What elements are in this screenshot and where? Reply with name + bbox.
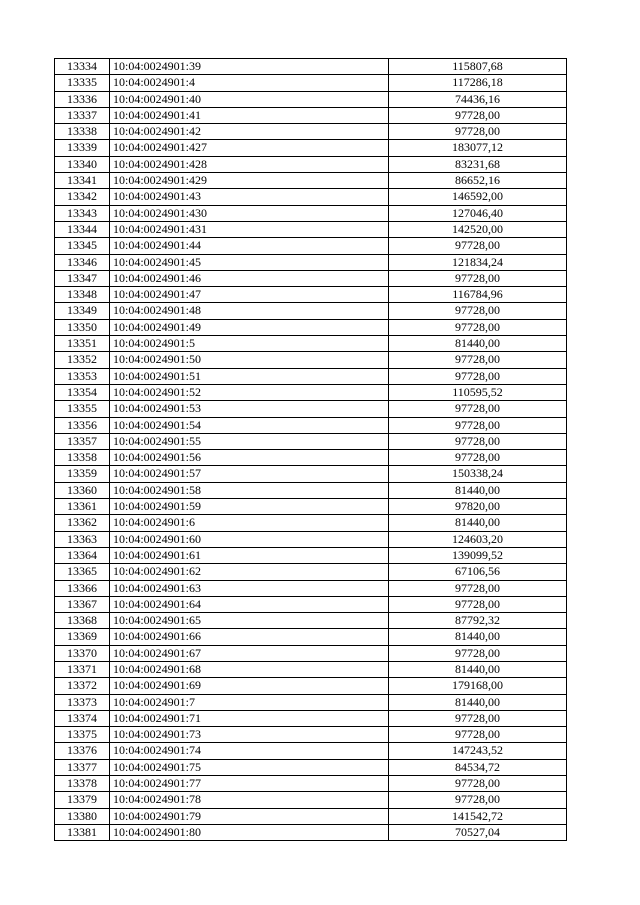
table-row <box>55 270 567 286</box>
table-row <box>55 91 567 107</box>
row-number-cell: 13346 <box>55 254 110 270</box>
value-cell: 81440,00 <box>389 629 567 645</box>
value-cell: 97820,00 <box>389 499 567 515</box>
row-number-cell: 13335 <box>55 75 110 91</box>
cadastral-number-cell: 10:04:0024901:43 <box>110 189 389 205</box>
cadastral-number-cell: 10:04:0024901:5 <box>110 336 389 352</box>
row-number-cell: 13376 <box>55 743 110 759</box>
value-cell: 97728,00 <box>389 270 567 286</box>
cadastral-number-cell: 10:04:0024901:39 <box>110 59 389 75</box>
row-number-cell: 13370 <box>55 645 110 661</box>
table-row <box>55 384 567 400</box>
table-row <box>55 303 567 319</box>
value-cell: 121834,24 <box>389 254 567 270</box>
cadastral-number-cell: 10:04:0024901:430 <box>110 205 389 221</box>
table-row <box>55 531 567 547</box>
cadastral-number-cell: 10:04:0024901:6 <box>110 515 389 531</box>
cadastral-number-cell: 10:04:0024901:7 <box>110 694 389 710</box>
cadastral-number-cell: 10:04:0024901:73 <box>110 727 389 743</box>
row-number-cell: 13349 <box>55 303 110 319</box>
value-cell: 97728,00 <box>389 727 567 743</box>
cadastral-number-cell: 10:04:0024901:68 <box>110 661 389 677</box>
value-cell: 97728,00 <box>389 124 567 140</box>
value-cell: 97728,00 <box>389 368 567 384</box>
value-cell: 81440,00 <box>389 482 567 498</box>
table-row <box>55 727 567 743</box>
row-number-cell: 13347 <box>55 270 110 286</box>
table-row <box>55 319 567 335</box>
table-row <box>55 156 567 172</box>
value-cell: 127046,40 <box>389 205 567 221</box>
value-cell: 81440,00 <box>389 694 567 710</box>
row-number-cell: 13362 <box>55 515 110 531</box>
row-number-cell: 13359 <box>55 466 110 482</box>
row-number-cell: 13345 <box>55 238 110 254</box>
cadastral-number-cell: 10:04:0024901:75 <box>110 759 389 775</box>
row-number-cell: 13377 <box>55 759 110 775</box>
table-row <box>55 352 567 368</box>
table-row <box>55 189 567 205</box>
row-number-cell: 13357 <box>55 433 110 449</box>
value-cell: 115807,68 <box>389 59 567 75</box>
value-cell: 87792,32 <box>389 613 567 629</box>
value-cell: 83231,68 <box>389 156 567 172</box>
row-number-cell: 13365 <box>55 564 110 580</box>
table-row <box>55 336 567 352</box>
row-number-cell: 13355 <box>55 401 110 417</box>
value-cell: 179168,00 <box>389 678 567 694</box>
table-row <box>55 482 567 498</box>
cadastral-number-cell: 10:04:0024901:55 <box>110 433 389 449</box>
table-body <box>55 59 567 841</box>
value-cell: 97728,00 <box>389 596 567 612</box>
table-row <box>55 613 567 629</box>
row-number-cell: 13371 <box>55 661 110 677</box>
cadastral-number-cell: 10:04:0024901:428 <box>110 156 389 172</box>
table-row <box>55 401 567 417</box>
value-cell: 97728,00 <box>389 352 567 368</box>
table-row <box>55 694 567 710</box>
cadastral-number-cell: 10:04:0024901:79 <box>110 808 389 824</box>
table-row <box>55 466 567 482</box>
row-number-cell: 13360 <box>55 482 110 498</box>
cadastral-number-cell: 10:04:0024901:80 <box>110 824 389 840</box>
cadastral-number-cell: 10:04:0024901:64 <box>110 596 389 612</box>
value-cell: 110595,52 <box>389 384 567 400</box>
cadastral-number-cell: 10:04:0024901:59 <box>110 499 389 515</box>
table-row <box>55 547 567 563</box>
row-number-cell: 13375 <box>55 727 110 743</box>
row-number-cell: 13381 <box>55 824 110 840</box>
table-row <box>55 515 567 531</box>
cadastral-number-cell: 10:04:0024901:44 <box>110 238 389 254</box>
row-number-cell: 13367 <box>55 596 110 612</box>
row-number-cell: 13354 <box>55 384 110 400</box>
row-number-cell: 13378 <box>55 776 110 792</box>
value-cell: 97728,00 <box>389 107 567 123</box>
table-row <box>55 629 567 645</box>
row-number-cell: 13372 <box>55 678 110 694</box>
cadastral-number-cell: 10:04:0024901:40 <box>110 91 389 107</box>
value-cell: 97728,00 <box>389 401 567 417</box>
row-number-cell: 13353 <box>55 368 110 384</box>
table-row <box>55 710 567 726</box>
value-cell: 81440,00 <box>389 336 567 352</box>
row-number-cell: 13374 <box>55 710 110 726</box>
table-row <box>55 499 567 515</box>
row-number-cell: 13344 <box>55 221 110 237</box>
cadastral-number-cell: 10:04:0024901:4 <box>110 75 389 91</box>
table-row <box>55 238 567 254</box>
table-row <box>55 173 567 189</box>
cadastral-number-cell: 10:04:0024901:56 <box>110 450 389 466</box>
row-number-cell: 13350 <box>55 319 110 335</box>
row-number-cell: 13339 <box>55 140 110 156</box>
table-row <box>55 580 567 596</box>
table-row <box>55 417 567 433</box>
value-cell: 116784,96 <box>389 287 567 303</box>
cadastral-number-cell: 10:04:0024901:65 <box>110 613 389 629</box>
row-number-cell: 13343 <box>55 205 110 221</box>
row-number-cell: 13380 <box>55 808 110 824</box>
table-row <box>55 824 567 840</box>
row-number-cell: 13342 <box>55 189 110 205</box>
table-row <box>55 759 567 775</box>
table-row <box>55 124 567 140</box>
row-number-cell: 13351 <box>55 336 110 352</box>
value-cell: 84534,72 <box>389 759 567 775</box>
table-row <box>55 596 567 612</box>
value-cell: 117286,18 <box>389 75 567 91</box>
cadastral-number-cell: 10:04:0024901:66 <box>110 629 389 645</box>
table-row <box>55 254 567 270</box>
cadastral-number-cell: 10:04:0024901:46 <box>110 270 389 286</box>
value-cell: 86652,16 <box>389 173 567 189</box>
cadastral-number-cell: 10:04:0024901:50 <box>110 352 389 368</box>
row-number-cell: 13358 <box>55 450 110 466</box>
cadastral-number-cell: 10:04:0024901:51 <box>110 368 389 384</box>
row-number-cell: 13352 <box>55 352 110 368</box>
cadastral-number-cell: 10:04:0024901:69 <box>110 678 389 694</box>
table-row <box>55 107 567 123</box>
cadastral-number-cell: 10:04:0024901:42 <box>110 124 389 140</box>
table-row <box>55 645 567 661</box>
table-row <box>55 661 567 677</box>
row-number-cell: 13361 <box>55 499 110 515</box>
value-cell: 97728,00 <box>389 645 567 661</box>
table-row <box>55 59 567 75</box>
cadastral-number-cell: 10:04:0024901:47 <box>110 287 389 303</box>
value-cell: 97728,00 <box>389 238 567 254</box>
table-row <box>55 808 567 824</box>
cadastral-number-cell: 10:04:0024901:49 <box>110 319 389 335</box>
value-cell: 124603,20 <box>389 531 567 547</box>
table-row <box>55 75 567 91</box>
row-number-cell: 13379 <box>55 792 110 808</box>
cadastral-number-cell: 10:04:0024901:48 <box>110 303 389 319</box>
cadastral-number-cell: 10:04:0024901:61 <box>110 547 389 563</box>
row-number-cell: 13338 <box>55 124 110 140</box>
table-row <box>55 776 567 792</box>
cadastral-number-cell: 10:04:0024901:427 <box>110 140 389 156</box>
table-row <box>55 433 567 449</box>
cadastral-number-cell: 10:04:0024901:45 <box>110 254 389 270</box>
cadastral-number-cell: 10:04:0024901:77 <box>110 776 389 792</box>
table-row <box>55 205 567 221</box>
row-number-cell: 13366 <box>55 580 110 596</box>
value-cell: 97728,00 <box>389 776 567 792</box>
value-cell: 139099,52 <box>389 547 567 563</box>
cadastral-number-cell: 10:04:0024901:57 <box>110 466 389 482</box>
value-cell: 183077,12 <box>389 140 567 156</box>
row-number-cell: 13369 <box>55 629 110 645</box>
row-number-cell: 13363 <box>55 531 110 547</box>
value-cell: 81440,00 <box>389 515 567 531</box>
cadastral-number-cell: 10:04:0024901:52 <box>110 384 389 400</box>
value-cell: 70527,04 <box>389 824 567 840</box>
row-number-cell: 13341 <box>55 173 110 189</box>
table-row <box>55 792 567 808</box>
row-number-cell: 13364 <box>55 547 110 563</box>
cadastral-value-table <box>54 58 567 841</box>
value-cell: 147243,52 <box>389 743 567 759</box>
cadastral-number-cell: 10:04:0024901:67 <box>110 645 389 661</box>
table-row <box>55 140 567 156</box>
cadastral-number-cell: 10:04:0024901:41 <box>110 107 389 123</box>
cadastral-number-cell: 10:04:0024901:60 <box>110 531 389 547</box>
value-cell: 97728,00 <box>389 792 567 808</box>
table-row <box>55 221 567 237</box>
cadastral-number-cell: 10:04:0024901:74 <box>110 743 389 759</box>
row-number-cell: 13336 <box>55 91 110 107</box>
value-cell: 97728,00 <box>389 319 567 335</box>
table-row <box>55 287 567 303</box>
cadastral-number-cell: 10:04:0024901:63 <box>110 580 389 596</box>
row-number-cell: 13373 <box>55 694 110 710</box>
value-cell: 97728,00 <box>389 417 567 433</box>
value-cell: 146592,00 <box>389 189 567 205</box>
table-row <box>55 450 567 466</box>
value-cell: 97728,00 <box>389 450 567 466</box>
cadastral-number-cell: 10:04:0024901:71 <box>110 710 389 726</box>
table-row <box>55 678 567 694</box>
row-number-cell: 13368 <box>55 613 110 629</box>
table-row <box>55 564 567 580</box>
row-number-cell: 13348 <box>55 287 110 303</box>
cadastral-number-cell: 10:04:0024901:58 <box>110 482 389 498</box>
document-page <box>54 58 566 841</box>
cadastral-number-cell: 10:04:0024901:62 <box>110 564 389 580</box>
row-number-cell: 13337 <box>55 107 110 123</box>
value-cell: 97728,00 <box>389 433 567 449</box>
value-cell: 142520,00 <box>389 221 567 237</box>
value-cell: 97728,00 <box>389 303 567 319</box>
value-cell: 141542,72 <box>389 808 567 824</box>
row-number-cell: 13356 <box>55 417 110 433</box>
value-cell: 97728,00 <box>389 580 567 596</box>
cadastral-number-cell: 10:04:0024901:54 <box>110 417 389 433</box>
value-cell: 97728,00 <box>389 710 567 726</box>
value-cell: 81440,00 <box>389 661 567 677</box>
row-number-cell: 13334 <box>55 59 110 75</box>
row-number-cell: 13340 <box>55 156 110 172</box>
cadastral-number-cell: 10:04:0024901:431 <box>110 221 389 237</box>
value-cell: 74436,16 <box>389 91 567 107</box>
value-cell: 67106,56 <box>389 564 567 580</box>
cadastral-number-cell: 10:04:0024901:78 <box>110 792 389 808</box>
table-row <box>55 368 567 384</box>
cadastral-number-cell: 10:04:0024901:53 <box>110 401 389 417</box>
value-cell: 150338,24 <box>389 466 567 482</box>
table-row <box>55 743 567 759</box>
cadastral-number-cell: 10:04:0024901:429 <box>110 173 389 189</box>
